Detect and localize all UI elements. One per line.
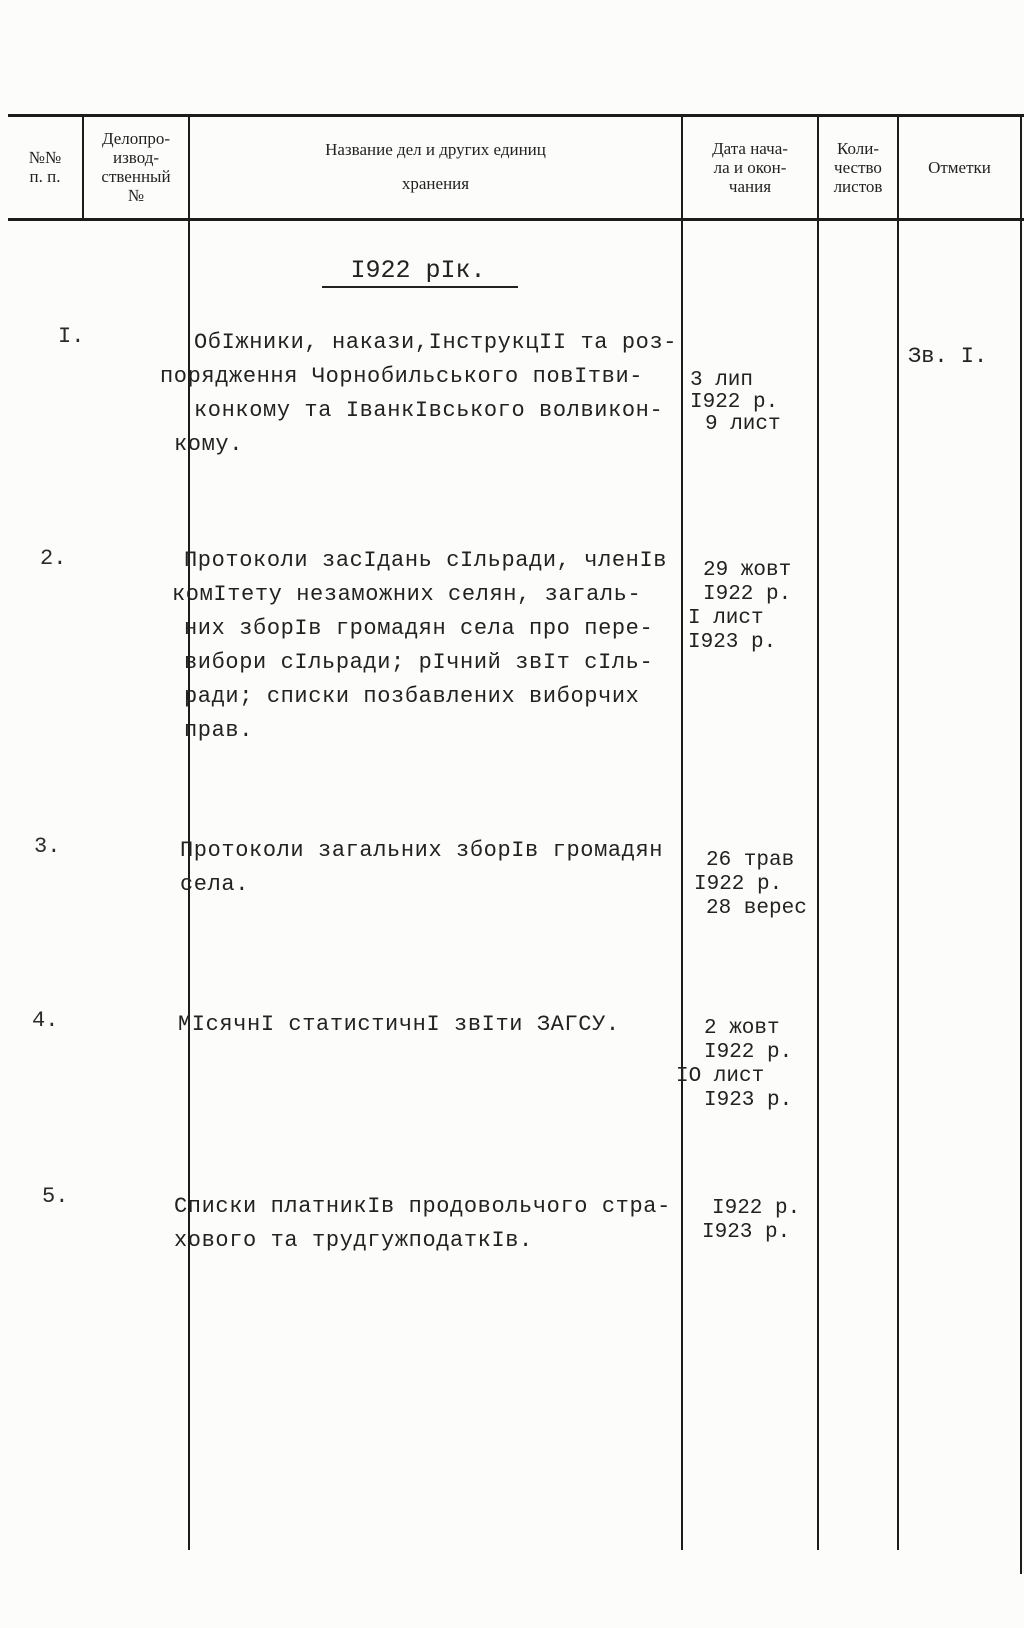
header-title: Название дел и других единиц хранения bbox=[325, 140, 546, 193]
row-title-line: комIтету незаможних селян, загаль- bbox=[172, 582, 642, 607]
row-title-line: вибори сIльради; рIчний звIт сIль- bbox=[184, 650, 654, 675]
row-date-line: I923 р. bbox=[688, 631, 777, 654]
column-divider bbox=[681, 114, 683, 1550]
row-title-line: порядження Чорнобильського повIтви- bbox=[160, 364, 644, 389]
header-dates: Дата нача- ла и окон- чания bbox=[712, 138, 788, 196]
row-date-line: I923 р. bbox=[702, 1221, 791, 1244]
year-heading: I922 рIк. bbox=[350, 256, 486, 285]
row-date-line: I922 р. bbox=[712, 1197, 801, 1220]
row-title-line: конкому та IванкIвського волвикон- bbox=[194, 398, 664, 423]
row-date-line: 29 жовт bbox=[703, 559, 792, 582]
row-number: 5. bbox=[42, 1184, 69, 1209]
row-title-line: них зборIв громадян села про пере- bbox=[184, 616, 654, 641]
header-num: №№ п. п. bbox=[28, 148, 62, 186]
row-title-line: кому. bbox=[174, 432, 244, 457]
row-date-line: 2 жовт bbox=[704, 1017, 780, 1040]
row-date-line: 9 лист bbox=[705, 413, 781, 436]
header-office-number: Делопро- извод- ственный № bbox=[101, 129, 171, 205]
header-sheet-count: Коли- чество листов bbox=[833, 138, 883, 196]
row-date-line: I923 р. bbox=[704, 1089, 793, 1112]
row-title-line: ради; списки позбавлених виборчих bbox=[184, 684, 640, 709]
row-title-line: Протоколи загальних зборIв громадян bbox=[180, 838, 664, 863]
row-date-line: I922 р. bbox=[690, 391, 779, 414]
year-heading-underline bbox=[322, 286, 518, 288]
row-title-line: Списки платникIв продовольчого стра- bbox=[174, 1194, 671, 1219]
row-date-line: I лист bbox=[688, 607, 764, 630]
column-divider bbox=[897, 114, 899, 1550]
row-title-line: прав. bbox=[184, 718, 254, 743]
column-divider bbox=[817, 114, 819, 1550]
row-title-line: Протоколи засIдань сIльради, членIв bbox=[184, 548, 668, 573]
row-date-line: 3 лип bbox=[690, 369, 754, 392]
row-title-line: МIсячнI статистичнI звIти ЗАГСУ. bbox=[178, 1012, 620, 1037]
table-top-rule bbox=[8, 114, 1024, 117]
header-bottom-rule bbox=[8, 218, 1024, 221]
row-date-line: 28 верес bbox=[706, 897, 807, 920]
row-date-line: 26 трав bbox=[706, 849, 795, 872]
row-number: 2. bbox=[40, 546, 67, 571]
right-edge-rule bbox=[1020, 114, 1022, 1574]
row-date-line: I922 р. bbox=[703, 583, 792, 606]
row-number: I. bbox=[58, 324, 85, 349]
header-notes: Отметки bbox=[928, 157, 991, 177]
row-number: 4. bbox=[32, 1008, 59, 1033]
row-date-line: I922 р. bbox=[704, 1041, 793, 1064]
row-date-line: IO лист bbox=[676, 1065, 765, 1088]
row-title-line: села. bbox=[180, 872, 250, 897]
row-note: Зв. I. bbox=[908, 344, 988, 369]
row-date-line: I922 р. bbox=[694, 873, 783, 896]
column-divider bbox=[188, 114, 190, 1550]
row-title-line: хового та трудгужподаткIв. bbox=[174, 1228, 533, 1253]
row-title-line: ОбIжники, накази,IнструкцII та роз- bbox=[194, 330, 678, 355]
row-number: 3. bbox=[34, 834, 61, 859]
